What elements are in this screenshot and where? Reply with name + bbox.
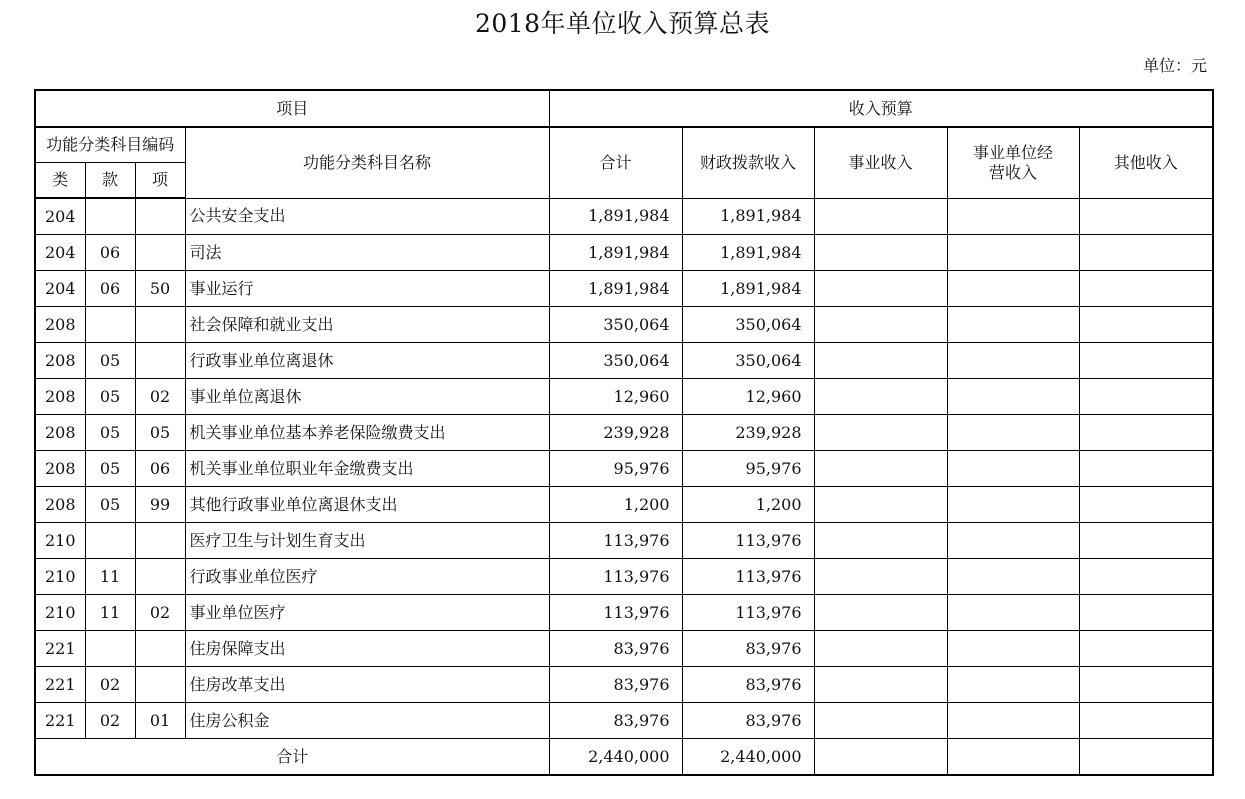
cell-operating bbox=[947, 631, 1079, 667]
cell-operating bbox=[947, 451, 1079, 487]
cell-lei: 204 bbox=[35, 198, 85, 235]
cell-kuan: 05 bbox=[85, 343, 135, 379]
cell-kuan: 05 bbox=[85, 451, 135, 487]
cell-lei: 208 bbox=[35, 307, 85, 343]
cell-lei: 208 bbox=[35, 379, 85, 415]
cell-business bbox=[814, 379, 947, 415]
cell-other bbox=[1079, 667, 1213, 703]
cell-kuan bbox=[85, 631, 135, 667]
cell-operating bbox=[947, 595, 1079, 631]
header-operating-text: 事业单位经营收入 bbox=[973, 142, 1054, 182]
cell-operating bbox=[947, 523, 1079, 559]
cell-fiscal: 1,891,984 bbox=[682, 271, 814, 307]
cell-operating bbox=[947, 379, 1079, 415]
cell-total: 113,976 bbox=[549, 559, 682, 595]
cell-operating bbox=[947, 415, 1079, 451]
cell-fiscal: 350,064 bbox=[682, 343, 814, 379]
cell-name: 机关事业单位职业年金缴费支出 bbox=[185, 451, 549, 487]
cell-kuan bbox=[85, 523, 135, 559]
header-row-2 bbox=[35, 127, 1213, 163]
cell-lei: 221 bbox=[35, 703, 85, 739]
cell-operating bbox=[947, 343, 1079, 379]
cell-total: 1,891,984 bbox=[549, 235, 682, 271]
cell-other bbox=[1079, 343, 1213, 379]
header-operating bbox=[947, 127, 1079, 198]
cell-xiang bbox=[135, 631, 185, 667]
cell-fiscal: 83,976 bbox=[682, 631, 814, 667]
header-other: 其他收入 bbox=[1079, 127, 1213, 198]
cell-total: 1,200 bbox=[549, 487, 682, 523]
cell-business bbox=[814, 415, 947, 451]
footer-total: 2,440,000 bbox=[549, 739, 682, 776]
header-business: 事业收入 bbox=[814, 127, 947, 198]
footer-row bbox=[35, 739, 1213, 776]
cell-xiang: 02 bbox=[135, 379, 185, 415]
cell-xiang: 50 bbox=[135, 271, 185, 307]
cell-total: 12,960 bbox=[549, 379, 682, 415]
cell-business bbox=[814, 307, 947, 343]
cell-operating bbox=[947, 307, 1079, 343]
footer-label: 合计 bbox=[35, 739, 549, 776]
cell-business bbox=[814, 667, 947, 703]
cell-fiscal: 1,200 bbox=[682, 487, 814, 523]
cell-total: 350,064 bbox=[549, 307, 682, 343]
cell-other bbox=[1079, 271, 1213, 307]
cell-total: 1,891,984 bbox=[549, 271, 682, 307]
cell-fiscal: 1,891,984 bbox=[682, 198, 814, 235]
cell-total: 83,976 bbox=[549, 667, 682, 703]
cell-name: 住房公积金 bbox=[185, 703, 549, 739]
cell-fiscal: 239,928 bbox=[682, 415, 814, 451]
cell-xiang: 99 bbox=[135, 487, 185, 523]
cell-lei: 221 bbox=[35, 667, 85, 703]
cell-fiscal: 113,976 bbox=[682, 595, 814, 631]
page-title: 2018年单位收入预算总表 bbox=[474, 9, 771, 38]
cell-business bbox=[814, 631, 947, 667]
table-row bbox=[35, 595, 1213, 631]
table-row bbox=[35, 271, 1213, 307]
footer-fiscal: 2,440,000 bbox=[682, 739, 814, 776]
cell-other bbox=[1079, 451, 1213, 487]
header-row-1 bbox=[35, 90, 1213, 127]
cell-kuan: 02 bbox=[85, 703, 135, 739]
footer-other bbox=[1079, 739, 1213, 776]
cell-xiang bbox=[135, 307, 185, 343]
budget-table bbox=[34, 89, 1214, 776]
cell-total: 113,976 bbox=[549, 595, 682, 631]
cell-operating bbox=[947, 559, 1079, 595]
unit-label: 单位：元 bbox=[1142, 56, 1207, 75]
cell-other bbox=[1079, 523, 1213, 559]
cell-kuan: 05 bbox=[85, 487, 135, 523]
header-func-name: 功能分类科目名称 bbox=[185, 127, 549, 198]
cell-kuan: 02 bbox=[85, 667, 135, 703]
header-kuan: 款 bbox=[85, 163, 135, 199]
cell-lei: 210 bbox=[35, 595, 85, 631]
cell-kuan bbox=[85, 198, 135, 235]
cell-name: 行政事业单位离退休 bbox=[185, 343, 549, 379]
table-row bbox=[35, 487, 1213, 523]
cell-kuan: 06 bbox=[85, 235, 135, 271]
cell-other bbox=[1079, 307, 1213, 343]
cell-other bbox=[1079, 415, 1213, 451]
cell-lei: 208 bbox=[35, 415, 85, 451]
cell-name: 医疗卫生与计划生育支出 bbox=[185, 523, 549, 559]
cell-name: 事业运行 bbox=[185, 271, 549, 307]
cell-name: 机关事业单位基本养老保险缴费支出 bbox=[185, 415, 549, 451]
cell-business bbox=[814, 487, 947, 523]
cell-business bbox=[814, 343, 947, 379]
cell-business bbox=[814, 703, 947, 739]
cell-business bbox=[814, 523, 947, 559]
cell-xiang: 05 bbox=[135, 415, 185, 451]
header-item: 项目 bbox=[35, 90, 549, 127]
cell-fiscal: 95,976 bbox=[682, 451, 814, 487]
cell-kuan: 11 bbox=[85, 559, 135, 595]
cell-business bbox=[814, 198, 947, 235]
cell-name: 司法 bbox=[185, 235, 549, 271]
cell-operating bbox=[947, 667, 1079, 703]
cell-name: 公共安全支出 bbox=[185, 198, 549, 235]
cell-other bbox=[1079, 703, 1213, 739]
cell-fiscal: 113,976 bbox=[682, 559, 814, 595]
header-fiscal: 财政拨款收入 bbox=[682, 127, 814, 198]
cell-name: 事业单位医疗 bbox=[185, 595, 549, 631]
cell-kuan: 05 bbox=[85, 379, 135, 415]
cell-name: 其他行政事业单位离退休支出 bbox=[185, 487, 549, 523]
footer-operating bbox=[947, 739, 1079, 776]
cell-lei: 204 bbox=[35, 235, 85, 271]
cell-xiang bbox=[135, 235, 185, 271]
table-row bbox=[35, 307, 1213, 343]
cell-other bbox=[1079, 235, 1213, 271]
cell-operating bbox=[947, 487, 1079, 523]
cell-business bbox=[814, 271, 947, 307]
cell-operating bbox=[947, 703, 1079, 739]
cell-lei: 221 bbox=[35, 631, 85, 667]
table-row bbox=[35, 559, 1213, 595]
cell-lei: 208 bbox=[35, 343, 85, 379]
cell-total: 1,891,984 bbox=[549, 198, 682, 235]
cell-xiang bbox=[135, 523, 185, 559]
table-row bbox=[35, 523, 1213, 559]
cell-fiscal: 83,976 bbox=[682, 667, 814, 703]
cell-total: 113,976 bbox=[549, 523, 682, 559]
cell-other bbox=[1079, 595, 1213, 631]
cell-operating bbox=[947, 235, 1079, 271]
cell-name: 住房保障支出 bbox=[185, 631, 549, 667]
header-xiang: 项 bbox=[135, 163, 185, 199]
cell-kuan: 05 bbox=[85, 415, 135, 451]
cell-fiscal: 83,976 bbox=[682, 703, 814, 739]
cell-lei: 204 bbox=[35, 271, 85, 307]
cell-business bbox=[814, 559, 947, 595]
cell-xiang bbox=[135, 559, 185, 595]
table-body bbox=[35, 198, 1213, 739]
cell-xiang: 02 bbox=[135, 595, 185, 631]
cell-name: 行政事业单位医疗 bbox=[185, 559, 549, 595]
cell-business bbox=[814, 235, 947, 271]
cell-other bbox=[1079, 487, 1213, 523]
cell-kuan: 06 bbox=[85, 271, 135, 307]
cell-xiang bbox=[135, 343, 185, 379]
cell-kuan: 11 bbox=[85, 595, 135, 631]
cell-name: 社会保障和就业支出 bbox=[185, 307, 549, 343]
table-row bbox=[35, 379, 1213, 415]
table-row bbox=[35, 631, 1213, 667]
table-row bbox=[35, 703, 1213, 739]
table-row bbox=[35, 198, 1213, 235]
cell-fiscal: 113,976 bbox=[682, 523, 814, 559]
header-revenue-budget: 收入预算 bbox=[549, 90, 1213, 127]
cell-fiscal: 350,064 bbox=[682, 307, 814, 343]
cell-fiscal: 12,960 bbox=[682, 379, 814, 415]
cell-xiang bbox=[135, 198, 185, 235]
cell-xiang: 01 bbox=[135, 703, 185, 739]
cell-total: 83,976 bbox=[549, 703, 682, 739]
header-total: 合计 bbox=[549, 127, 682, 198]
cell-lei: 210 bbox=[35, 559, 85, 595]
cell-total: 239,928 bbox=[549, 415, 682, 451]
cell-business bbox=[814, 451, 947, 487]
cell-lei: 208 bbox=[35, 487, 85, 523]
footer-business bbox=[814, 739, 947, 776]
table-row bbox=[35, 667, 1213, 703]
header-lei: 类 bbox=[35, 163, 85, 199]
cell-xiang bbox=[135, 667, 185, 703]
cell-other bbox=[1079, 559, 1213, 595]
header-func-code: 功能分类科目编码 bbox=[35, 127, 185, 163]
cell-business bbox=[814, 595, 947, 631]
cell-total: 350,064 bbox=[549, 343, 682, 379]
cell-total: 83,976 bbox=[549, 631, 682, 667]
table-row bbox=[35, 451, 1213, 487]
cell-other bbox=[1079, 379, 1213, 415]
cell-total: 95,976 bbox=[549, 451, 682, 487]
cell-operating bbox=[947, 271, 1079, 307]
cell-fiscal: 1,891,984 bbox=[682, 235, 814, 271]
cell-name: 住房改革支出 bbox=[185, 667, 549, 703]
cell-name: 事业单位离退休 bbox=[185, 379, 549, 415]
cell-other bbox=[1079, 198, 1213, 235]
table-row bbox=[35, 343, 1213, 379]
table-row bbox=[35, 415, 1213, 451]
cell-lei: 210 bbox=[35, 523, 85, 559]
cell-operating bbox=[947, 198, 1079, 235]
cell-other bbox=[1079, 631, 1213, 667]
cell-kuan bbox=[85, 307, 135, 343]
cell-xiang: 06 bbox=[135, 451, 185, 487]
cell-lei: 208 bbox=[35, 451, 85, 487]
table-row bbox=[35, 235, 1213, 271]
